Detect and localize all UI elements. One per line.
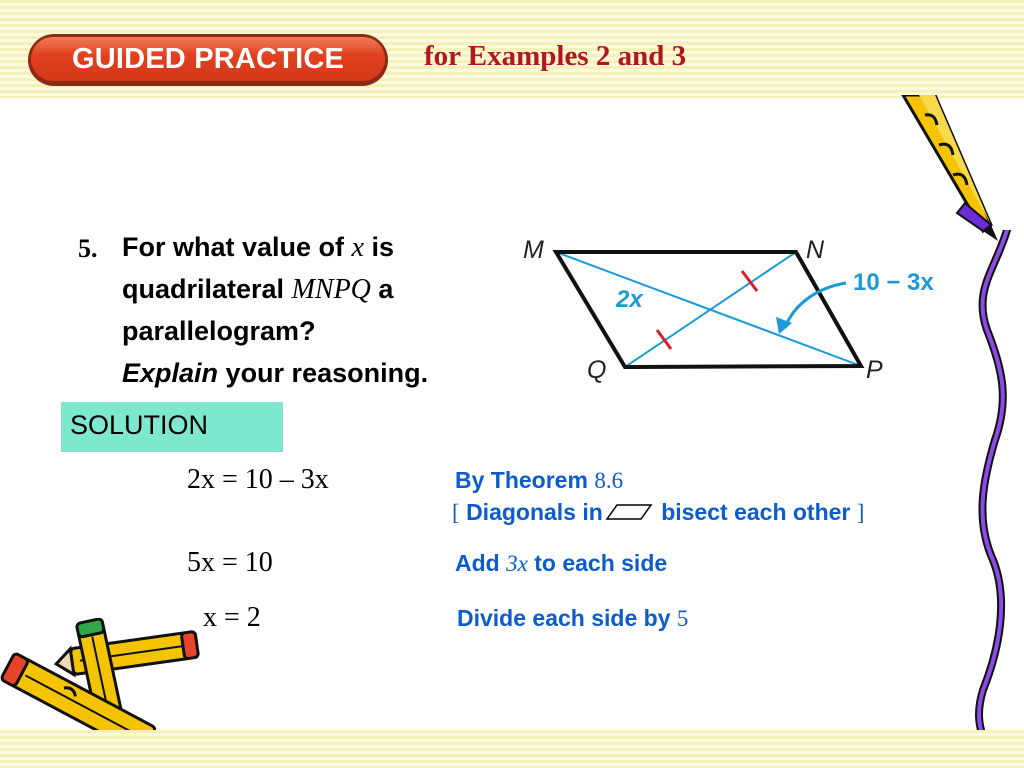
vertex-label-p: P [866, 356, 883, 384]
theorem-number: 8.6 [594, 468, 624, 493]
reason-step-3 [457, 605, 688, 632]
parallelogram-figure [515, 228, 965, 388]
question-line-4 [122, 358, 428, 389]
question-variable: MNPQ [291, 274, 371, 305]
question-text: your reasoning. [225, 358, 429, 388]
bracket-close: ] [856, 500, 865, 525]
diagonal-mp [556, 252, 861, 366]
question-emphasis: Explain [122, 358, 219, 388]
equation-step-2: 5x = 10 [187, 547, 273, 578]
question-line-1 [122, 232, 394, 264]
reason-step-1 [455, 467, 623, 494]
equation-step-1: 2x = 10 – 3x [187, 464, 329, 495]
question-text: For what value of [122, 232, 345, 262]
reason-text: to each side [534, 550, 668, 576]
tick-mark [657, 330, 671, 349]
reason-note-step-1 [452, 499, 864, 526]
diagonal-nq [625, 252, 796, 367]
vertex-label-q: Q [587, 356, 607, 384]
pencil-icon [895, 95, 1005, 245]
vertex-label-n: N [806, 236, 825, 264]
reason-text: By Theorem [455, 467, 588, 493]
subtitle: for Examples 2 and 3 [424, 40, 687, 72]
reason-step-2 [455, 550, 667, 577]
reason-variable: 3x [506, 551, 528, 576]
reason-text: Add [455, 550, 500, 576]
pencil-bundle-icon [0, 618, 210, 732]
reason-text: bisect each other [661, 499, 851, 525]
equation-step-3: x = 2 [203, 602, 261, 633]
divisor-number: 5 [676, 606, 689, 631]
parallelogram-icon [605, 503, 653, 521]
solution-heading: SOLUTION [61, 402, 283, 452]
vertex-label-m: M [523, 236, 544, 264]
reason-text: Diagonals in [466, 499, 603, 525]
question-text: quadrilateral [122, 274, 285, 304]
badge-label: GUIDED PRACTICE [31, 37, 385, 81]
callout-label: 10 − 3x [853, 269, 934, 296]
guided-practice-badge [28, 34, 388, 86]
reason-text: Divide each side by [457, 605, 671, 631]
wavy-pencil-icon [965, 230, 1020, 730]
question-line-2 [122, 274, 393, 306]
question-number: 5. [78, 234, 98, 263]
footer-band [0, 730, 1024, 768]
question-variable: x [351, 232, 364, 263]
bracket-open: [ [452, 500, 460, 525]
question-text: a [378, 274, 394, 304]
segment-label: 2x [616, 286, 643, 313]
question-line-3: parallelogram? [122, 316, 316, 346]
question-text: is [371, 232, 395, 262]
